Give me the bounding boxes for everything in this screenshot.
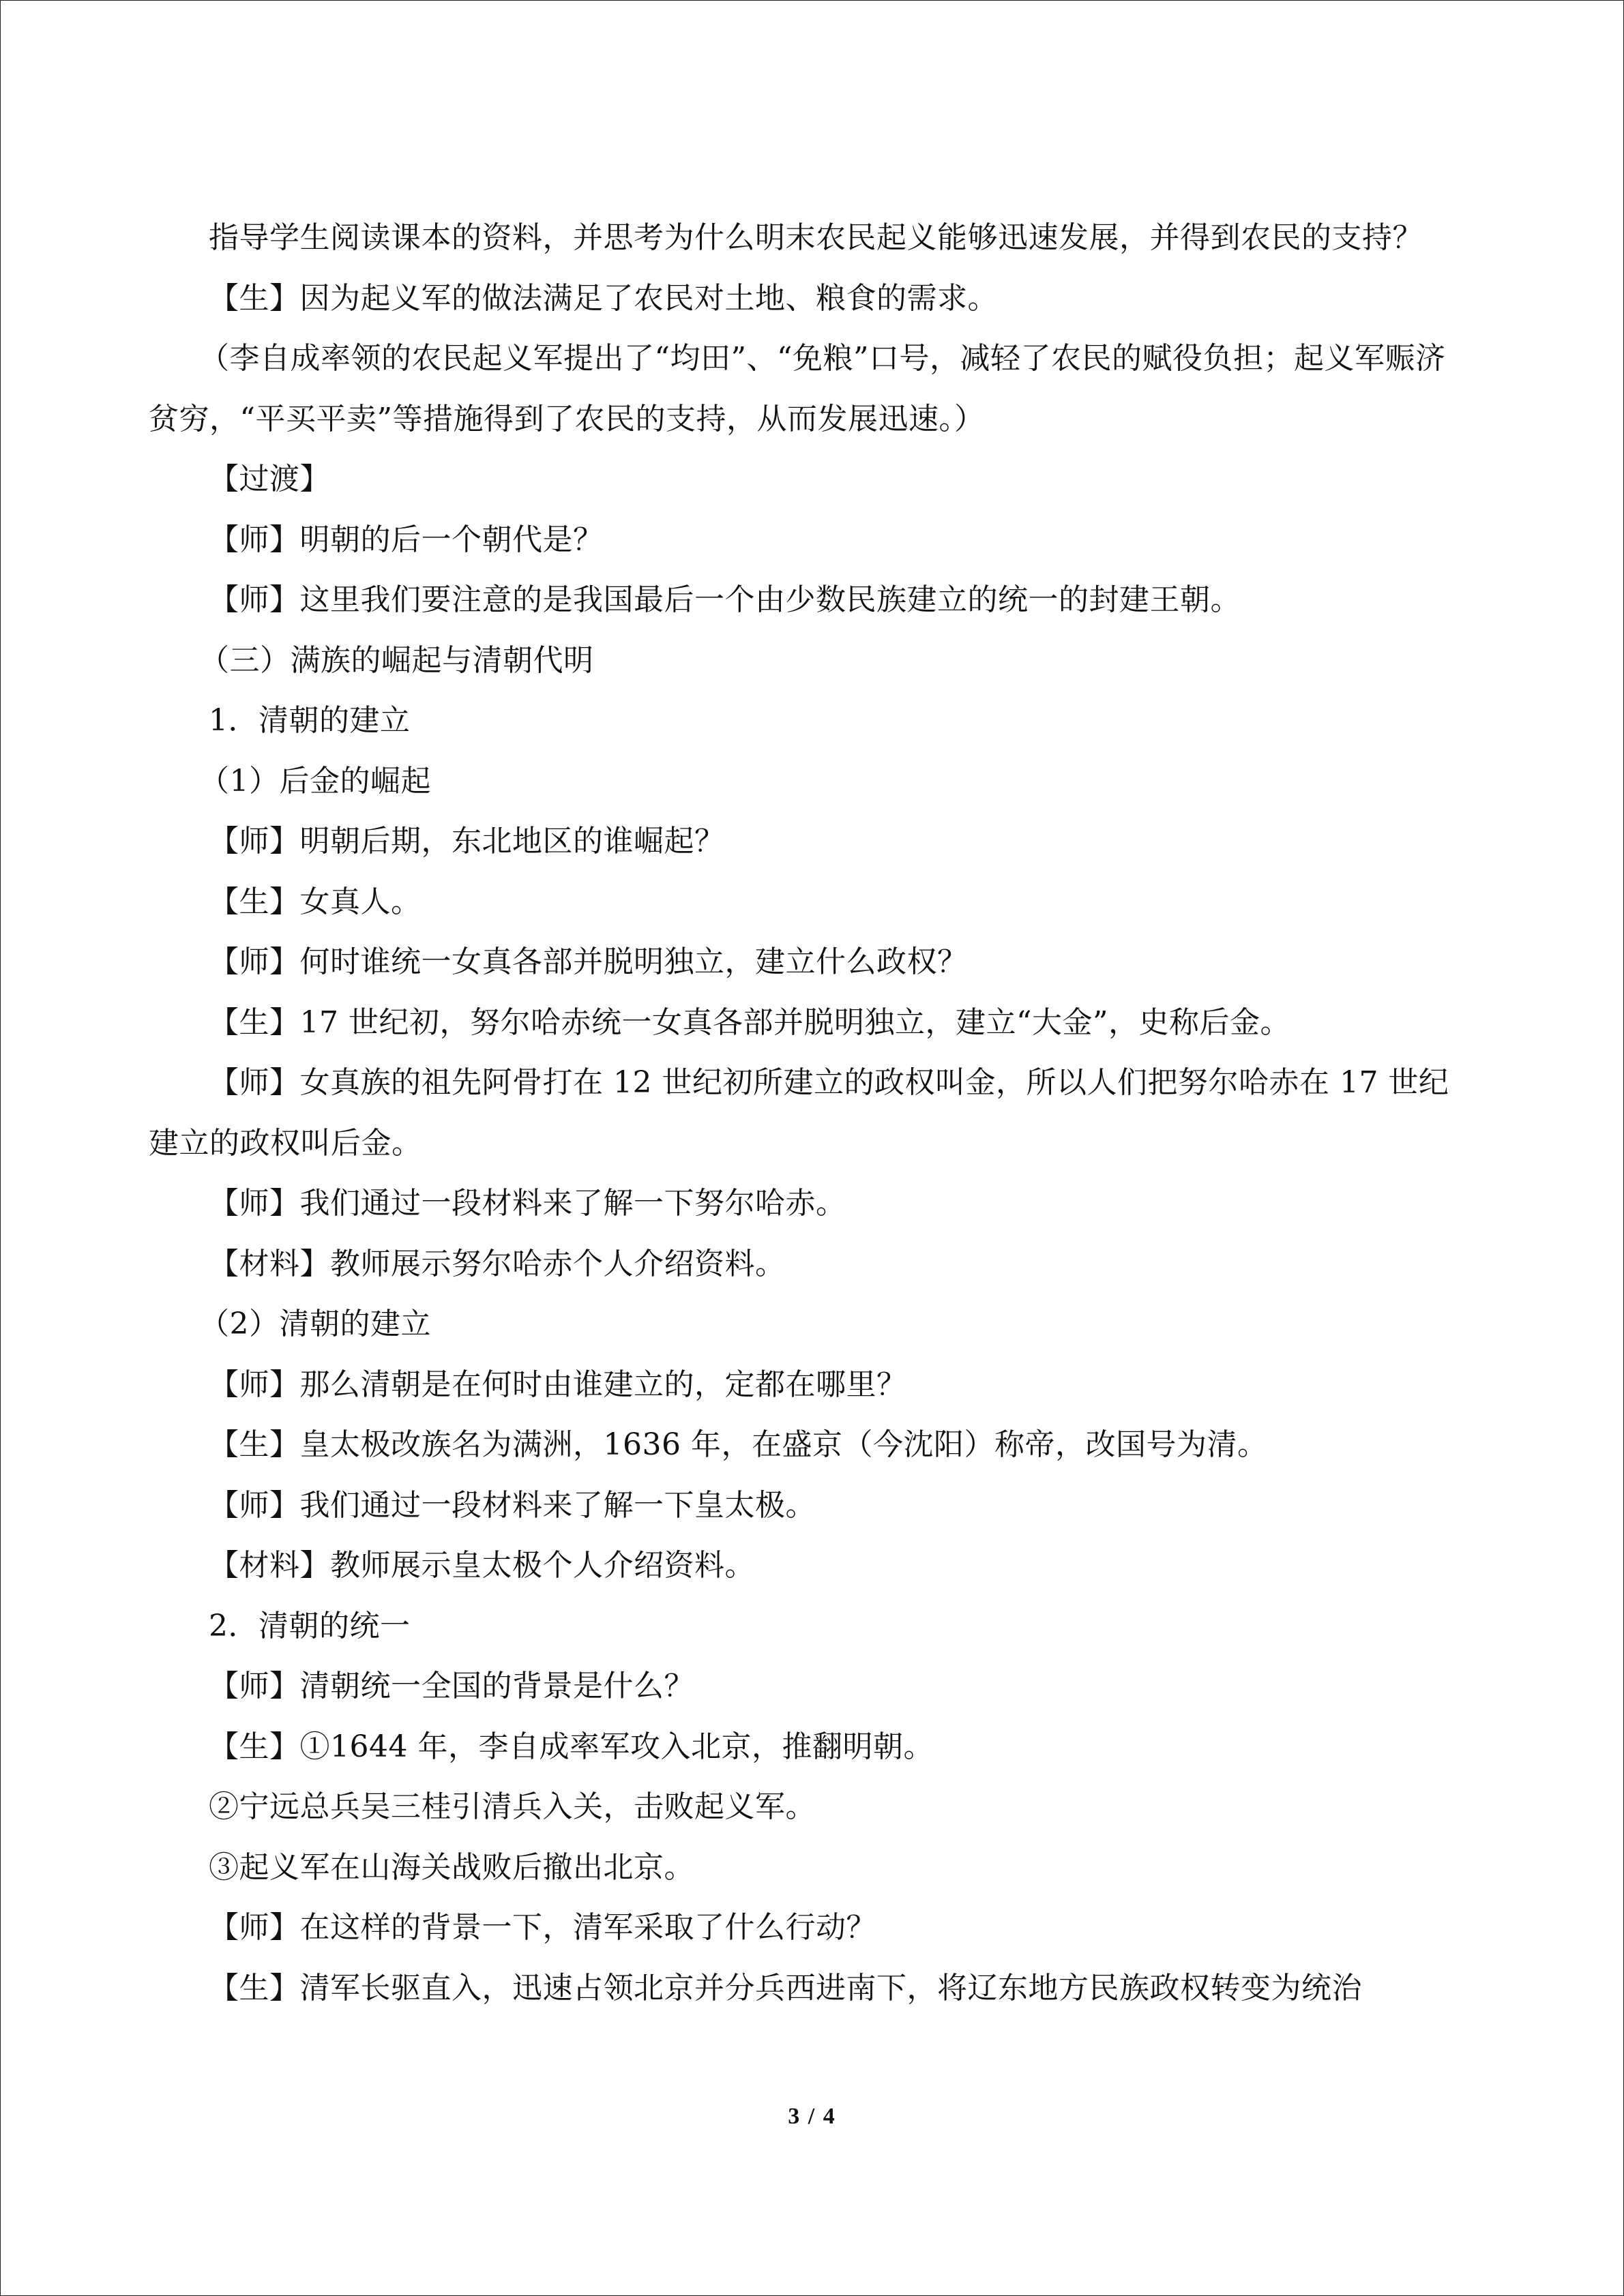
paragraph: ②宁远总兵吴三桂引清兵入关，击败起义军。 — [209, 1789, 816, 1824]
paragraph: 【师】这里我们要注意的是我国最后一个由少数民族建立的统一的封建王朝。 — [209, 582, 1241, 617]
paragraph: ③起义军在山海关战败后撤出北京。 — [209, 1849, 694, 1885]
subsection-heading: 2．清朝的统一 — [209, 1608, 411, 1643]
paragraph: 【师】那么清朝是在何时由谁建立的，定都在哪里？ — [209, 1367, 907, 1402]
paragraph: 【师】明朝的后一个朝代是？ — [209, 522, 604, 557]
paragraph: 【生】清军长驱直入，迅速占领北京并分兵西进南下，将辽东地方民族政权转变为统治 — [209, 1970, 1362, 2006]
paragraph: 【材料】教师展示皇太极个人介绍资料。 — [209, 1548, 755, 1583]
paragraph: 【生】因为起义军的做法满足了农民对土地、粮食的需求。 — [209, 280, 998, 316]
section-heading: （三）满族的崛起与清朝代明 — [199, 642, 594, 678]
paragraph: 【师】在这样的背景一下，清军采取了什么行动？ — [209, 1910, 876, 1945]
paragraph: 【材料】教师展示努尔哈赤个人介绍资料。 — [209, 1246, 786, 1281]
paragraph: 【生】①1644 年，李自成率军攻入北京，推翻明朝。 — [209, 1729, 934, 1764]
subsection-heading: （2）清朝的建立 — [199, 1307, 431, 1341]
paragraph: （李自成率领的农民起义军提出了“均田”、“免粮”口号，减轻了农民的赋役负担；起义军赈济贫穷，“平买平卖”等措施得到了农民的支持，从而发展迅速。） — [149, 341, 1446, 436]
paragraph: 【师】我们通过一段材料来了解一下努尔哈赤。 — [209, 1186, 846, 1221]
subsection-heading: 1．清朝的建立 — [209, 703, 411, 738]
paragraph: 【师】女真族的祖先阿骨打在 12 世纪初所建立的政权叫金，所以人们把努尔哈赤在 17 世纪建立的政权叫后金。 — [149, 1065, 1449, 1161]
paragraph: 指导学生阅读课本的资料，并思考为什么明末农民起义能够迅速发展，并得到农民的支持？ — [209, 220, 1423, 255]
paragraph: 【生】女真人。 — [209, 884, 422, 919]
paragraph: 【师】清朝统一全国的背景是什么？ — [209, 1669, 694, 1703]
paragraph: 【过渡】 — [209, 462, 330, 496]
paragraph: 【师】我们通过一段材料来了解一下皇太极。 — [209, 1487, 816, 1523]
paragraph: 【师】何时谁统一女真各部并脱明独立，建立什么政权？ — [209, 944, 968, 979]
document-body — [149, 208, 1465, 2018]
paragraph: 【师】明朝后期，东北地区的谁崛起？ — [209, 824, 725, 859]
paragraph: 【生】17 世纪初，努尔哈赤统一女真各部并脱明独立，建立“大金”，史称后金。 — [209, 1004, 1290, 1040]
page-number: 3 / 4 — [788, 2104, 836, 2129]
subsection-heading: （1）后金的崛起 — [199, 763, 431, 799]
paragraph: 【生】皇太极改族名为满洲，1636 年，在盛京（今沈阳）称帝，改国号为清。 — [209, 1427, 1268, 1462]
